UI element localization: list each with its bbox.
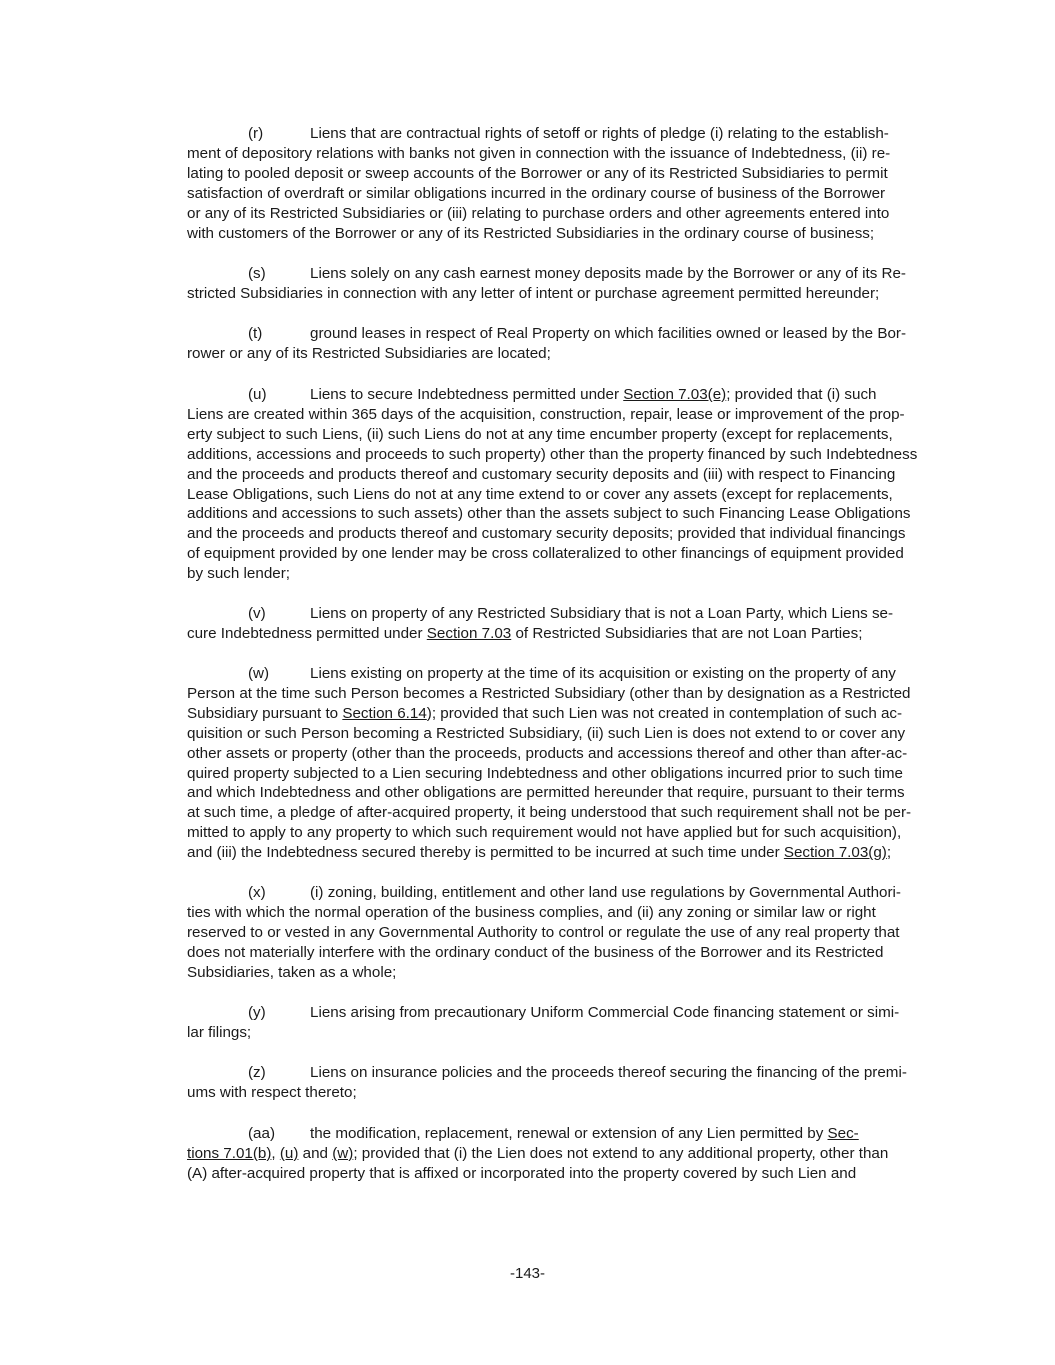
clause-text: Liens existing on property at the time of its acquisition or existing on the property of any Person at the time such Person becomes a Restricted Subsidiary (other than by designation as a Restricted Subsidiary pursuant to xyxy=(187,665,911,722)
clause-s xyxy=(187,264,932,304)
clause-t xyxy=(187,324,932,364)
clause-label: (x) xyxy=(248,884,266,901)
clause-text: ); provided that such Lien was not created in contemplation of such ac- quisition or such Person becoming a Restricted Subsidiary, (ii) such Lien is does not extend to or cover any other assets or property (other than the proceeds, products and accessions thereof and other than after-ac- quired property subjected to a Lien securing Indebtedness and other obligations incurred prior to such time and which Indebtedness and other obligations are permitted hereunder that require, pursuant to their terms at such time, a pledge of after-acquired property, it being understood that such requirement shall not be per- mitted to apply to any property to which such requirement would not have applied but for such acquisition), and (iii) the Indebtedness secured thereby is permitted to be incurred at such time under xyxy=(187,704,912,862)
clause-label: (s) xyxy=(248,265,266,282)
section-reference-link[interactable]: (u) xyxy=(279,1144,299,1162)
clause-text: Liens that are contractual rights of setoff or rights of pledge (i) relating to the establish- ment of depository relations with banks not given in connection with the issuance of Indebtedness, (ii) re- lating to pooled deposit or sweep accounts of the Borrower or any of its Restricted Subsidiaries to permit satisfaction of overdraft or similar obligations incurred in the ordinary course of business of the Borrower or any of its Restricted Subsidiaries or (iii) relating to purchase orders and other agreements entered into with customers of the Borrower or any of its Restricted Subsidiaries in the ordinary course of business; xyxy=(187,125,891,242)
clause-label: (u) xyxy=(248,386,267,403)
clause-text: and xyxy=(298,1144,333,1162)
clause-text: Liens arising from precautionary Uniform Commercial Code financing statement or simi- lar filings; xyxy=(187,1004,900,1041)
section-reference-link[interactable]: Section 7.03 xyxy=(426,624,512,642)
page-number: -143- xyxy=(509,1265,546,1282)
clause-aa xyxy=(187,1124,932,1184)
clause-r xyxy=(187,124,932,243)
clause-label: (t) xyxy=(248,325,263,342)
clause-z xyxy=(187,1063,932,1103)
clause-text: of Restricted Subsidiaries that are not Loan Parties; xyxy=(511,624,863,642)
clause-text: ; xyxy=(886,844,892,862)
clause-text: Liens on insurance policies and the proceeds thereof securing the financing of the premi- ums with respect thereto; xyxy=(187,1064,907,1101)
clause-label: (aa) xyxy=(248,1125,276,1142)
clause-text: (i) zoning, building, entitlement and other land use regulations by Governmental Authori- ties with which the normal operation of the business complies, and (ii) any zoning or similar law or right reserved to or vested in any Governmental Authority to control or regulate the use of any real property that does not materially interfere with the ordinary conduct of the business of the Borrower and its Restricted Subsidiaries, taken as a whole; xyxy=(187,884,901,981)
clause-text: Liens solely on any cash earnest money deposits made by the Borrower or any of its Re- stricted Subsidiaries in connection with any letter of intent or purchase agreement permitted hereunder; xyxy=(187,265,906,302)
clause-y xyxy=(187,1003,932,1043)
clause-u xyxy=(187,385,932,584)
clause-label: (r) xyxy=(248,125,264,142)
clause-text: ground leases in respect of Real Property on which facilities owned or leased by the Bor- rower or any of its Restricted Subsidiaries are located; xyxy=(187,325,907,362)
section-reference-link[interactable]: Sec- tions 7.01(b) xyxy=(187,1125,859,1162)
section-reference-link[interactable]: Section 7.03(e) xyxy=(623,386,727,403)
clause-label: (z) xyxy=(248,1064,266,1081)
clause-label: (v) xyxy=(248,605,266,622)
clause-text: , xyxy=(271,1144,280,1162)
section-reference-link[interactable]: (w) xyxy=(332,1144,354,1162)
clause-text: ; provided that (i) the Lien does not extend to any additional property, other than (A) after-acquired property that is affixed or incorporated into the property covered by such Lien and xyxy=(187,1144,889,1182)
clause-text: Liens to secure Indebtedness permitted under xyxy=(310,386,624,403)
clause-v xyxy=(187,604,932,644)
clause-text: Liens on property of any Restricted Subsidiary that is not a Loan Party, which Liens se- cure Indebtedness permitted under xyxy=(187,605,894,642)
section-reference-link[interactable]: Section 7.03(g) xyxy=(783,844,887,862)
clause-text: the modification, replacement, renewal or extension of any Lien permitted by xyxy=(310,1125,828,1142)
clause-label: (w) xyxy=(248,665,270,682)
clause-text: ; provided that (i) such Liens are created within 365 days of the acquisition, construction, repair, lease or improvement of the prop- erty subject to such Liens, (ii) such Liens do not at any time encumber property (except for replacements, additions, accessions and proceeds to such property) other than the property financed by such Indebtedness and the proceeds and products thereof and customary security deposits and (iii) with respect to Financing Lease Obligations, such Liens do not at any time extend to or cover any assets (except for replacements, additions and accessions to such assets) other than the assets subject to such Financing Lease Obligations and the proceeds and products thereof and customary security deposits; provided that individual financings of equipment provided by one lender may be cross collateralized to other financings of equipment provided by such lender; xyxy=(187,386,918,583)
clause-x xyxy=(187,883,932,983)
section-reference-link[interactable]: Section 6.14 xyxy=(342,704,427,722)
clause-w xyxy=(187,664,932,863)
clause-label: (y) xyxy=(248,1004,266,1021)
